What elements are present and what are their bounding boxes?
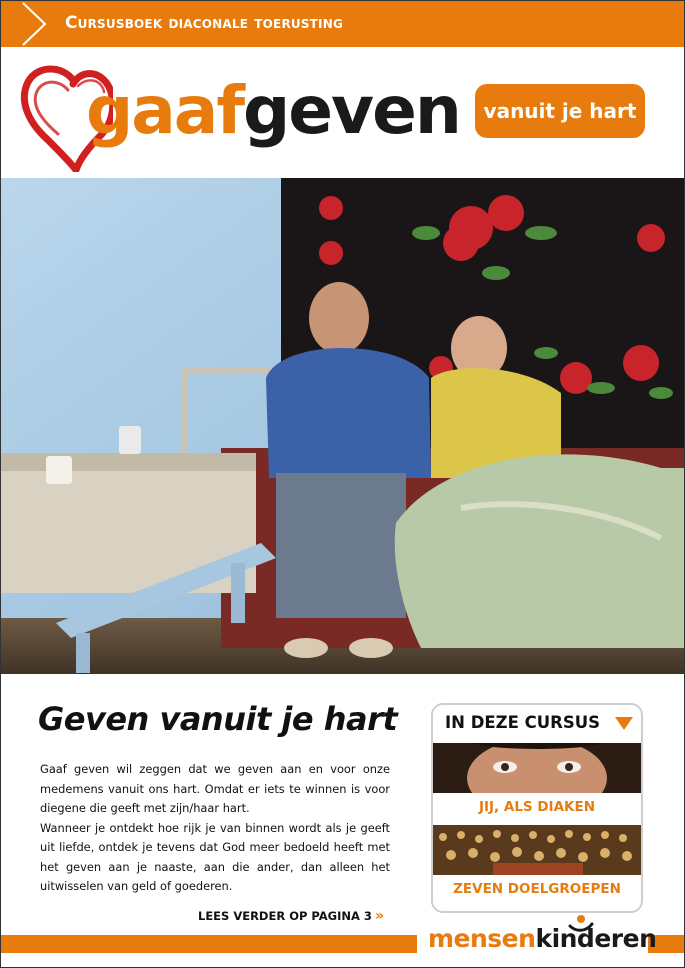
double-chevron-right-icon: » — [374, 908, 384, 924]
course-item-caption: ZEVEN DOELGROEPEN — [453, 881, 621, 897]
logo-word-geven: geven — [243, 72, 460, 149]
article-paragraph: Wanneer je ontdekt hoe rijk je van binnen wordt als je geeft uit liefde, ontdek je tevens dat God meer bedoeld heeft met het geven aan je naaste, aan die ander, dan alleen het uitwisselen van geld of goederen. — [40, 820, 390, 893]
logo-wordmark — [86, 66, 460, 156]
course-contents-box — [431, 703, 643, 913]
chevron-right-icon — [15, 1, 55, 47]
logo-word-gaaf: gaaf — [86, 72, 244, 149]
top-banner — [1, 1, 684, 47]
tagline-pill: vanuit je hart — [475, 84, 645, 138]
photo-face-closeup — [433, 743, 641, 793]
footer-bar-left — [1, 935, 417, 953]
article-headline: Geven vanuit je hart — [38, 700, 398, 738]
read-more-link[interactable] — [198, 908, 384, 924]
triangle-down-icon — [615, 717, 633, 730]
photo-crowd — [433, 825, 641, 875]
course-box-title: IN DEZE CURSUS — [445, 713, 601, 732]
brand-logo — [428, 924, 656, 953]
brand-word-kinderen: kinderen — [535, 924, 657, 953]
banner-label: Cursusboek diaconale toerusting — [65, 13, 344, 33]
brand-word-mensen: mensen — [428, 924, 536, 953]
article-body — [40, 760, 390, 897]
article-paragraph: Gaaf geven wil zeggen dat we geven aan en voor onze medemens vanuit ons hart. Omdat er iets te winnen is voor diegene die geeft met zijn/haar hart. — [40, 762, 390, 815]
photo-elderly-couple — [1, 178, 684, 674]
read-more-label: LEES VERDER OP PAGINA 3 — [198, 909, 372, 923]
course-item-caption: JIJ, ALS DIAKEN — [478, 799, 596, 815]
